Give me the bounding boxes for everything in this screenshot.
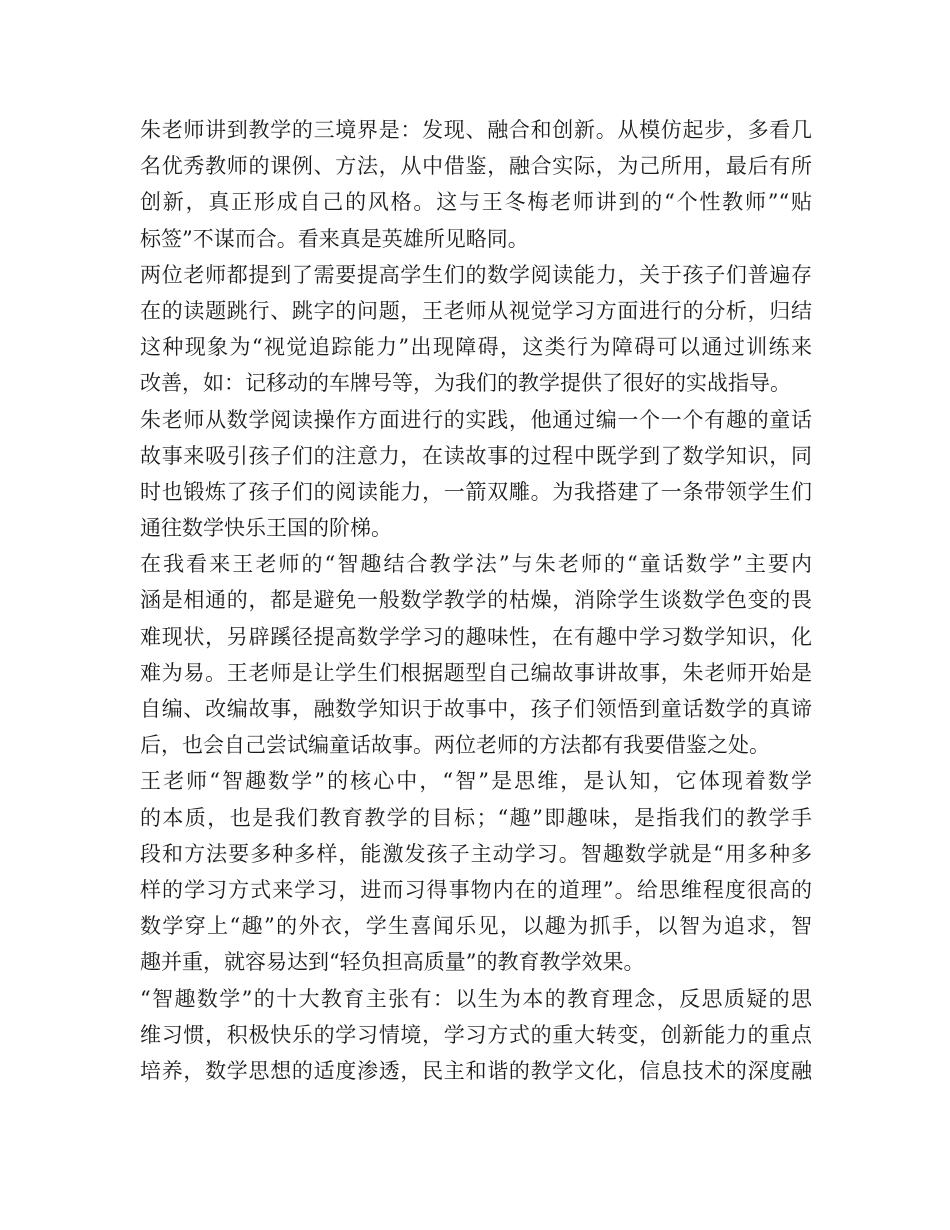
paragraph-line: 在我看来王老师的“智趣结合教学法”与朱老师的“童话数学”主要内: [140, 552, 812, 577]
paragraph-line: 段和方法要多种多样，能激发孩子主动学习。智趣数学就是“用多种多: [140, 841, 812, 866]
paragraph-line: 后，也会自己尝试编童话故事。两位老师的方法都有我要借鉴之处。: [140, 733, 770, 758]
paragraph-line: 朱老师从数学阅读操作方面进行的实践，他通过编一个一个有趣的童话: [140, 407, 812, 432]
paragraph-line: 故事来吸引孩子们的注意力，在读故事的过程中既学到了数学知识，同: [140, 443, 812, 468]
paragraph-line: 涵是相通的，都是避免一般数学教学的枯燥，消除学生谈数学色变的畏: [140, 588, 812, 613]
paragraph-line: 创新，真正形成自己的风格。这与王冬梅老师讲到的“个性教师”“贴: [140, 190, 812, 215]
paragraph-line: 培养，数学思想的适度渗透，民主和谐的教学文化，信息技术的深度融: [140, 1058, 812, 1083]
paragraph-line: 两位老师都提到了需要提高学生们的数学阅读能力，关于孩子们普遍存: [140, 262, 812, 287]
paragraph-line: 自编、改编故事，融数学知识于故事中，孩子们领悟到童话数学的真谛: [140, 697, 812, 721]
paragraph-line: 的本质，也是我们教育教学的目标；“趣”即趣味，是指我们的教学手: [140, 805, 812, 830]
paragraph-line: 趣并重，就容易达到“轻负担高质量”的教育教学效果。: [140, 950, 645, 975]
paragraph-line: 时也锻炼了孩子们的阅读能力，一箭双雕。为我搭建了一条带领学生们: [140, 479, 812, 504]
paragraph-line: 难为易。王老师是让学生们根据题型自己编故事讲故事，朱老师开始是: [140, 660, 812, 685]
paragraph-line: 通往数学快乐王国的阶梯。: [140, 516, 392, 541]
paragraph-line: 在的读题跳行、跳字的问题，王老师从视觉学习方面进行的分析，归结: [140, 298, 812, 323]
paragraph-line: 朱老师讲到教学的三境界是：发现、融合和创新。从模仿起步，多看几: [140, 118, 812, 142]
paragraph-line: 数学穿上“趣”的外衣，学生喜闻乐见，以趣为抓手，以智为追求，智: [140, 914, 812, 939]
paragraph-line: 维习惯，积极快乐的学习情境，学习方式的重大转变，创新能力的重点: [140, 1022, 812, 1047]
paragraph-line: 难现状，另辟蹊径提高数学学习的趣味性，在有趣中学习数学知识，化: [140, 624, 812, 649]
paragraph-line: 样的学习方式来学习，进而习得事物内在的道理”。给思维程度很高的: [140, 877, 812, 902]
paragraph-line: 这种现象为“视觉追踪能力”出现障碍，这类行为障碍可以通过训练来: [140, 335, 812, 360]
paragraph-line: “智趣数学”的十大教育主张有：以生为本的教育理念，反思质疑的思: [140, 986, 812, 1011]
paragraph-line: 王老师“智趣数学”的核心中，“智”是思维，是认知，它体现着数学: [140, 769, 812, 794]
paragraph-line: 改善，如：记移动的车牌号等，为我们的教学提供了很好的实战指导。: [140, 371, 791, 396]
paragraph-line: 标签”不谋而合。看来真是英雄所见略同。: [140, 226, 529, 251]
document-body: [140, 112, 812, 1089]
paragraph-line: 名优秀教师的课例、方法，从中借鉴，融合实际，为己所用，最后有所: [140, 154, 812, 179]
